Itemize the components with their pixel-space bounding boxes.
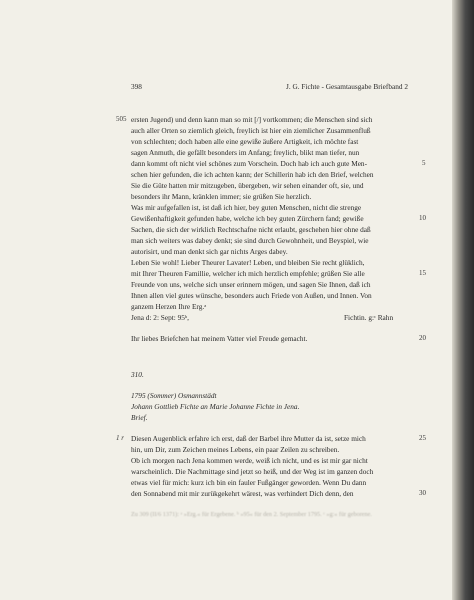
text-line: Leben Sie wohl! Lieber Theurer Lavater! Leben, und bleiben Sie recht glüklich, bbox=[131, 258, 365, 267]
page-number: 398 bbox=[131, 82, 142, 91]
text-line: Ihnen allen viel gutes wünsche, besonders auch Friede von Außen, und Innen. Von bbox=[131, 291, 372, 300]
text-line: Sachen, die sich der wirklich Rechtschafne nicht erlaubt, geschehen hier ohne daß bbox=[131, 225, 371, 234]
letter-type: Brief. bbox=[131, 413, 148, 422]
text-line: besonders ihr Mann, kränklen immer; sie grüßen Sie herzlich. bbox=[131, 192, 312, 201]
text-line: autorisirt, und man denkt sich gar nichts Arges dabey. bbox=[131, 247, 288, 256]
text-line: schen hier gefunden, die ich achten kann; der Schillerin hab ich den Brief, welchen bbox=[131, 170, 374, 179]
margin-reference: 1 r bbox=[116, 434, 124, 442]
text-line: man sich weiters was dabey denkt; sie sind durch Gewohnheit, und Beyspiel, wie bbox=[131, 236, 369, 245]
line-number: 5 bbox=[422, 159, 426, 167]
text-line: Gewißenhaftigkeit gefunden habe, welche ich bey guten Zürchern fand; gewiße bbox=[131, 214, 364, 223]
running-head: J. G. Fichte - Gesamtausgabe Briefband 2 bbox=[286, 82, 408, 91]
postscript: Ihr liebes Briefchen hat meinem Vatter viel Freude gemacht. bbox=[131, 334, 308, 343]
line-number: 25 bbox=[419, 434, 426, 442]
text-line: mit Ihrer Theuren Famillie, welcher ich mich herzlich empfehle; grüßen Sie alle bbox=[131, 269, 365, 278]
text-line: etwas viel für mich: kurz ich bin ein fauler Fußgänger geworden. Wenn Du dann bbox=[131, 478, 367, 487]
text-line: Sie die Güte hatten mir mitzugeben, übergeben, wir sehen einander oft, sie, und bbox=[131, 181, 364, 190]
margin-reference: 505 bbox=[116, 115, 127, 123]
letter-date-place: 1795 (Sommer) Osmannstädt bbox=[131, 391, 217, 400]
text-line: sagen Anmuth, die gefällt besonders im Anfang; freylich, blikt man tiefer, nun bbox=[131, 148, 360, 157]
line-number: 30 bbox=[419, 489, 426, 497]
text-line: Was mir aufgefallen ist, ist daß ich hier, bey guten Menschen, nicht die strenge bbox=[131, 203, 362, 212]
line-number: 15 bbox=[419, 269, 426, 277]
closing-signature: Fichtin. g:ᶜ Rahn bbox=[344, 313, 394, 322]
text-line: auch aller Orten so ziemlich gleich, freylich ist hier ein ziemlicher Zusammenfluß bbox=[131, 126, 371, 135]
line-number: 10 bbox=[419, 214, 426, 222]
text-line: Diesen Augenblick erfahre ich erst, daß der Barbel ihre Mutter da ist, setze mich bbox=[131, 434, 366, 443]
line-number: 20 bbox=[419, 334, 426, 342]
text-line: warscheinlich. Die Nachmittage sind jetzt so heiß, und der Weg ist im ganzen doch bbox=[131, 467, 374, 476]
text-line: von schlechten; doch haben alle eine gewiße äußere Artigkeit, ich möchte fast bbox=[131, 137, 359, 146]
letter-number: 310. bbox=[131, 370, 144, 379]
footnote: Zu 309 (II/6 1371): ᵃ »Erg.« für Ergebene. ᵇ »95« für den 2. September 1795. ᶜ »g:« für geborene. bbox=[131, 511, 372, 518]
text-line: dann kommt oft nicht viel schönes zum Vorschein. Doch hab ich auch gute Men- bbox=[131, 159, 368, 168]
text-line: ganzem Herzen Ihre Erg.ᵃ bbox=[131, 302, 207, 311]
text-line: hin, um Dir, zum Zeichen meines Lebens, ein paar Zeilen zu schreiben. bbox=[131, 445, 340, 454]
text-line: den Sonnabend mit mir zurükgekehrt wärest, was verhindert Dich denn, den bbox=[131, 489, 354, 498]
text-line: Freunde von uns, welche sich unser erinnern mögen, und sagen Sie Ihnen, daß ich bbox=[131, 280, 371, 289]
book-edge-shadow bbox=[452, 0, 474, 600]
closing-place-date: Jena d: 2: Sept: 95ᵇ, bbox=[131, 313, 189, 322]
text-line: Ob ich morgen nach Jena kommen werde, weiß ich nicht, und es ist mir gar nicht bbox=[131, 456, 368, 465]
letter-title: Johann Gottlieb Fichte an Marie Johanne Fichte in Jena. bbox=[131, 402, 300, 411]
text-line: ersten Jugend) und denn kann man so mit [/] vortkommen; die Menschen sind sich bbox=[131, 115, 373, 124]
